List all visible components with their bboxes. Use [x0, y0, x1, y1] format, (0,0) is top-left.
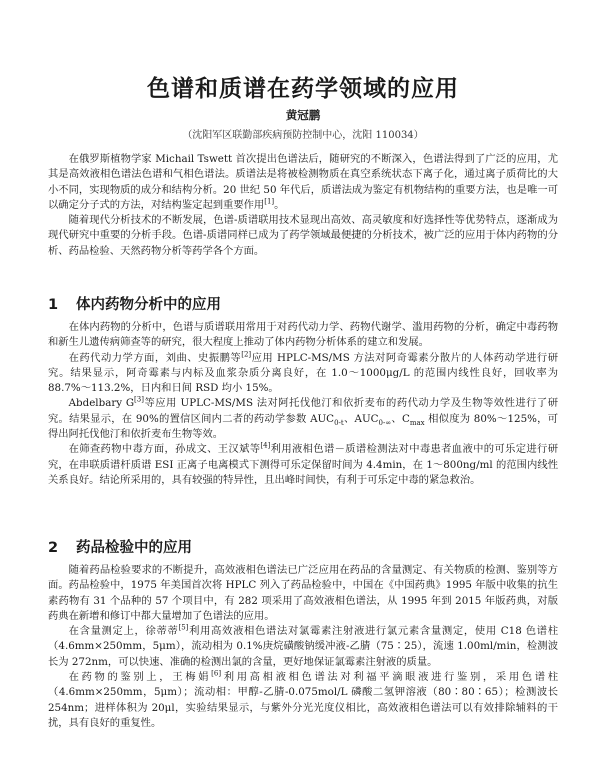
paper-title: 色谱和质谱在药学领域的应用 — [147, 76, 459, 102]
section-title: 体内药物分析中的应用 — [76, 297, 221, 313]
citation: [5] — [178, 623, 189, 632]
section-title: 药品检验中的应用 — [76, 540, 192, 556]
intro-paragraph-1: 在俄罗斯植物学家 Michail Tswett 首次提出色谱法后，随研究的不断深入，色谱法得到了广泛的应用，尤其是高效液相色谱法色谱和气相色谱法。质谱法是将被检测物质在真空系统状态下离子化，通过离子质荷比的大小不同，实现物质的成分和结构分析。20 世纪 50 年代后，质谱法成为鉴定有机物结构的重要方法，也是唯一可以确定分子式的方法，对结构鉴定起到重要作用[1]。 — [48, 153, 558, 211]
section-2-paragraph-3: 在药物的鉴别上，王梅娟[6]利用高相液相色谱法对利福平滴眼液进行鉴别，采用色谱柱（4.6mm×250mm，5μm）；流动相：甲醇-乙腈-0.075mol/L 磷酸二氢钾溶液（80∶80∶65）；检测波长 254nm；进样体积为 20μl，实验结果显示，与紫外分光光度仪相比，高效液相色谱法可以有效排除辅料的干扰，具有良好的重复性。 — [48, 669, 559, 729]
section-1-heading — [48, 293, 558, 314]
citation: [1] — [264, 197, 275, 206]
section-2-paragraph-2: 在含量测定上，徐蒂蒂[5]利用高效液相色谱法对氯霉素注射液进行氯元素含量测定，使用 C18 色谱柱（4.6mm×250mm，5μm），流动相为 0.1%庚烷磺酸钠缓冲液-乙腈（75∶25），流速 1.00ml/min，检测波长为 272nm，可以快速、准确的检测出氯的含量，更好地保证氯霉素注射液的质量。 — [48, 623, 559, 668]
section-1-paragraph-2: 在药代动力学方面，刘曲、史振鹏等[2]应用 HPLC-MS/MS 方法对阿奇霉素分散片的人体药动学进行研究。结果显示，阿奇霉素与内标及血浆杂质分离良好，在 1.0～1000μg/L 的范围内线性良好，回收率为 88.7%～113.2%，日内和日间 RSD 均小 15%。 — [48, 350, 559, 395]
section-number: 1 — [48, 297, 59, 313]
section-2-heading — [48, 536, 558, 557]
section-1-paragraph-1: 在体内药物的分析中，色谱与质谱联用常用于对药代动力学、药物代谢学、滥用药物的分析，确定中毒药物和新生儿遗传病筛查等的研究，很大程度上推动了体内药物分析体系的建立和发展。 — [48, 321, 558, 349]
author-name: 黄冠鹏 — [285, 108, 321, 122]
section-2-body — [48, 563, 558, 731]
section-number: 2 — [48, 540, 59, 556]
intro-paragraph-2: 随着现代分析技术的不断发展，色谱-质谱联用技术显现出高效、高灵敏度和好选择性等优势特点，逐渐成为现代研究中重要的分析手段。色谱-质谱同样已成为了药学领域最便捷的分析技术，被广泛的应用于体内药物的分析、药品检验、天然药物分析等药学各个方面。 — [48, 214, 558, 257]
section-1-body — [48, 320, 558, 488]
citation: [6] — [211, 669, 222, 678]
section-1-paragraph-4: 在筛查药物中毒方面，孙成文、王汉斌等[4]利用液相色谱－质谱检测法对中毒患者血液中的可乐定进行研究，在串联质谱杆质谱 ESI 正离子电离模式下测得可乐定保留时间为 4.4min，在 1～800ng/ml 的范围内线性关系良好。结论所采用的，具有较强的特异性，且出峰时间快，有利于可乐定中毒的紧急救治。 — [48, 441, 559, 486]
citation: [4] — [260, 441, 271, 450]
citation: [2] — [241, 350, 252, 359]
author-affiliation: （沈阳军区联勤部疾病预防控制中心，沈阳 110034） — [182, 130, 424, 141]
introduction — [48, 152, 558, 259]
section-2-paragraph-1: 随着药品检验要求的不断提升，高效液相色谱法已广泛应用在药品的含量测定、有关物质的检测、鉴别等方面。药品检验中，1975 年美国首次将 HPLC 列入了药品检验中，中国在《中国药典》1995 年版中收集的抗生素药物有 31 个品种的 57 个项目中，有 282 项采用了高效液相色谱法，从 1995 年到 2015 年版药典，对版药典在新增和修订中都大量增加了色谱法的应用。 — [48, 564, 558, 622]
section-1-paragraph-3: Abdelbary G[3]等应用 UPLC-MS/MS 法对阿托伐他汀和依折麦布的药代动力学及生物等效性进行了研究。结果显示，在 90%的置信区间内二者的药动学参数 $AUC_{0-t}$、$AUC_{0-\infty}$、$C_{max}$ 相似度为 80%～125%，可得出阿托伐他汀和依折麦布生物等效。 — [48, 396, 558, 441]
citation: [3] — [134, 396, 144, 405]
